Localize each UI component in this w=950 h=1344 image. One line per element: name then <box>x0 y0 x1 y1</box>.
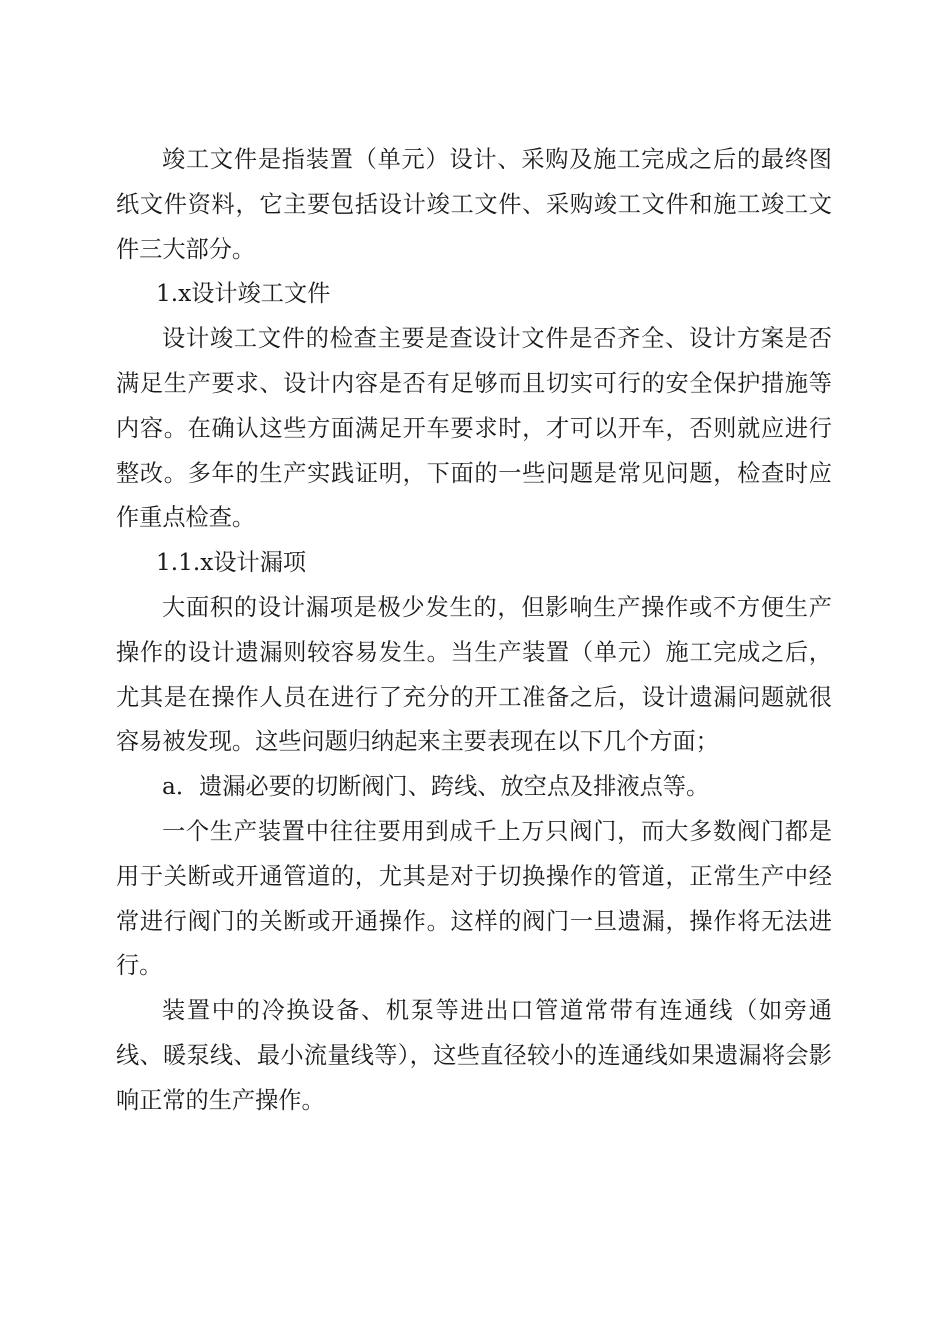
paragraph-intro: 竣工文件是指装置（单元）设计、采购及施工完成之后的最终图纸文件资料，它主要包括设计竣工文件、采购竣工文件和施工竣工文件三大部分。 <box>116 146 832 263</box>
paragraph-omission-overview: 大面积的设计漏项是极少发生的，但影响生产操作或不方便生产操作的设计遗漏则较容易发生。当生产装置（单元）施工完成之后，尤其是在操作人员在进行了充分的开工准备之后，设计遗漏问题就很容易被发现。这些问题归纳起来主要表现在以下几个方面； <box>116 593 832 756</box>
paragraph-bypass-lines: 装置中的冷换设备、机泵等进出口管道常带有连通线（如旁通线、暖泵线、最小流量线等），这些直径较小的连通线如果遗漏将会影响正常的生产操作。 <box>116 997 832 1114</box>
paragraph-design-check: 设计竣工文件的检查主要是查设计文件是否齐全、设计方案是否满足生产要求、设计内容是否有足够而且切实可行的安全保护措施等内容。在确认这些方面满足开车要求时，才可以开车，否则就应进行整改。多年的生产实践证明，下面的一些问题是常见问题，检查时应作重点检查。 <box>116 325 832 532</box>
subsection-heading-design-omission: 1.1.x设计漏项 <box>156 549 307 577</box>
section-heading-design-completion: 1.x设计竣工文件 <box>156 280 331 308</box>
list-item-a: a．遗漏必要的切断阀门、跨线、放空点及排液点等。 <box>162 773 710 801</box>
document-page <box>116 138 832 1124</box>
paragraph-valves: 一个生产装置中往往要用到成千上万只阀门，而大多数阀门都是用于关断或开通管道的，尤其是对于切换操作的管道，正常生产中经常进行阀门的关断或开通操作。这样的阀门一旦遗漏，操作将无法进行。 <box>116 817 832 980</box>
